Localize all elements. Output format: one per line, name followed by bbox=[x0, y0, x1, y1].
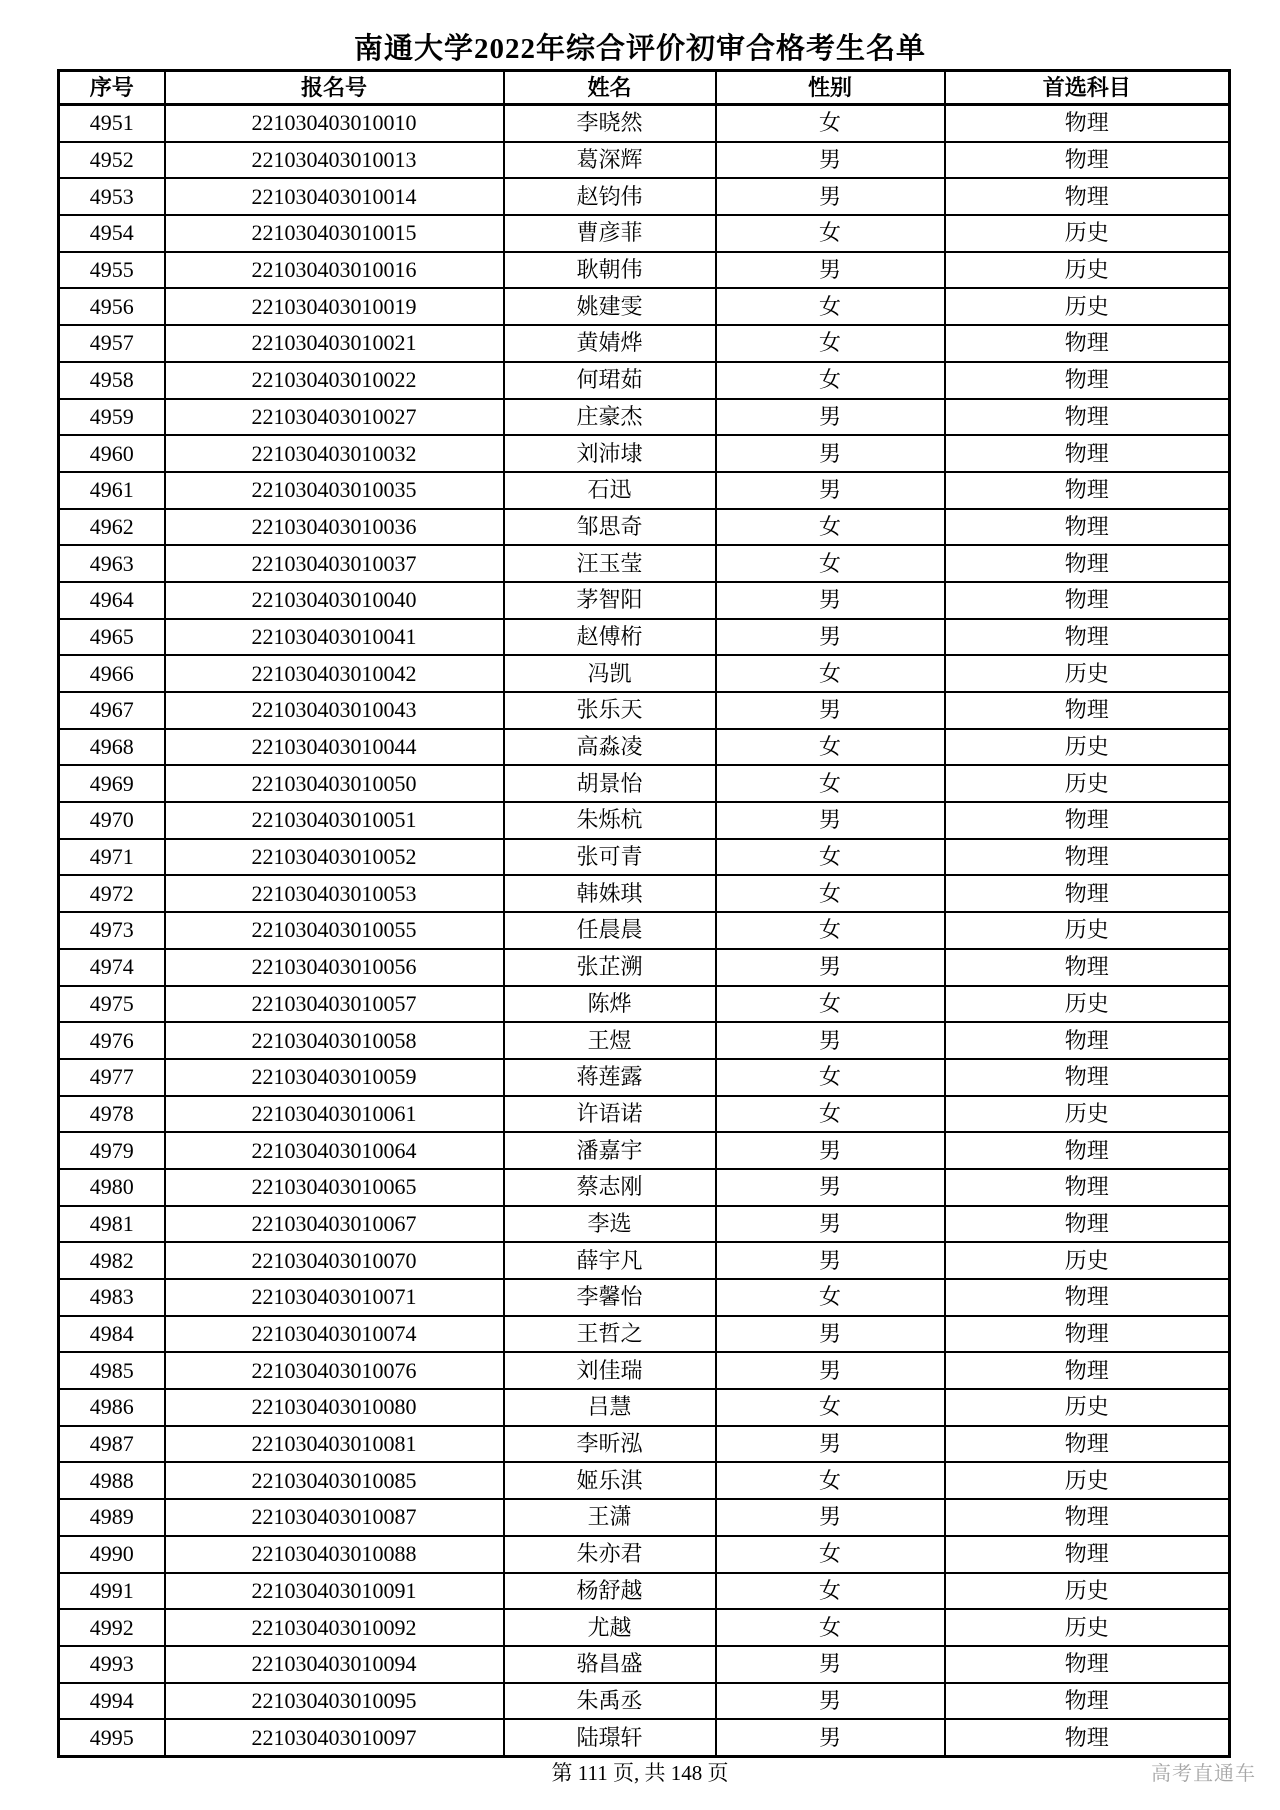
subject-cell: 历史 bbox=[945, 215, 1230, 252]
subject-cell: 物理 bbox=[945, 545, 1230, 582]
table-row bbox=[59, 1096, 1230, 1133]
serial-cell: 4976 bbox=[59, 1022, 165, 1059]
candidate-table bbox=[57, 69, 1231, 1758]
reg-number-cell: 221030403010095 bbox=[165, 1683, 504, 1720]
serial-cell: 4989 bbox=[59, 1499, 165, 1536]
reg-number-cell: 221030403010050 bbox=[165, 765, 504, 802]
gender-cell: 男 bbox=[716, 619, 945, 656]
name-cell: 邹思奇 bbox=[504, 509, 716, 546]
serial-cell: 4960 bbox=[59, 435, 165, 472]
gender-cell: 男 bbox=[716, 802, 945, 839]
subject-cell: 物理 bbox=[945, 325, 1230, 362]
serial-cell: 4954 bbox=[59, 215, 165, 252]
serial-cell: 4983 bbox=[59, 1279, 165, 1316]
gender-cell: 男 bbox=[716, 582, 945, 619]
gender-cell: 女 bbox=[716, 1609, 945, 1646]
serial-cell: 4982 bbox=[59, 1242, 165, 1279]
subject-cell: 历史 bbox=[945, 1096, 1230, 1133]
name-cell: 蒋莲露 bbox=[504, 1059, 716, 1096]
name-cell: 王哲之 bbox=[504, 1316, 716, 1353]
reg-number-cell: 221030403010032 bbox=[165, 435, 504, 472]
name-cell: 刘佳瑞 bbox=[504, 1352, 716, 1389]
reg-number-cell: 221030403010094 bbox=[165, 1646, 504, 1683]
table-row bbox=[59, 509, 1230, 546]
name-cell: 李晓然 bbox=[504, 105, 716, 142]
reg-number-cell: 221030403010010 bbox=[165, 105, 504, 142]
table-row bbox=[59, 655, 1230, 692]
reg-number-cell: 221030403010055 bbox=[165, 912, 504, 949]
name-cell: 刘沛埭 bbox=[504, 435, 716, 472]
subject-cell: 物理 bbox=[945, 1646, 1230, 1683]
gender-cell: 男 bbox=[716, 178, 945, 215]
gender-cell: 女 bbox=[716, 1389, 945, 1426]
subject-cell: 物理 bbox=[945, 1169, 1230, 1206]
name-cell: 姬乐淇 bbox=[504, 1462, 716, 1499]
subject-cell: 历史 bbox=[945, 1242, 1230, 1279]
name-cell: 陆璟轩 bbox=[504, 1719, 716, 1756]
page-number-info: 第 111 页, 共 148 页 bbox=[551, 1761, 729, 1785]
subject-cell: 物理 bbox=[945, 1022, 1230, 1059]
name-cell: 陈烨 bbox=[504, 986, 716, 1023]
serial-cell: 4957 bbox=[59, 325, 165, 362]
table-row bbox=[59, 1206, 1230, 1243]
serial-cell: 4961 bbox=[59, 472, 165, 509]
gender-cell: 女 bbox=[716, 839, 945, 876]
subject-cell: 物理 bbox=[945, 1352, 1230, 1389]
subject-cell: 历史 bbox=[945, 729, 1230, 766]
serial-cell: 4979 bbox=[59, 1132, 165, 1169]
subject-cell: 物理 bbox=[945, 1499, 1230, 1536]
name-cell: 杨舒越 bbox=[504, 1573, 716, 1610]
table-row bbox=[59, 1169, 1230, 1206]
subject-cell: 历史 bbox=[945, 986, 1230, 1023]
table-row bbox=[59, 142, 1230, 179]
serial-cell: 4995 bbox=[59, 1719, 165, 1756]
subject-cell: 物理 bbox=[945, 435, 1230, 472]
gender-cell: 男 bbox=[716, 1719, 945, 1756]
gender-cell: 男 bbox=[716, 142, 945, 179]
subject-cell: 物理 bbox=[945, 399, 1230, 436]
table-row bbox=[59, 1573, 1230, 1610]
gender-cell: 男 bbox=[716, 1169, 945, 1206]
gender-cell: 女 bbox=[716, 545, 945, 582]
reg-number-cell: 221030403010041 bbox=[165, 619, 504, 656]
subject-cell: 物理 bbox=[945, 875, 1230, 912]
gender-cell: 女 bbox=[716, 509, 945, 546]
table-row bbox=[59, 1022, 1230, 1059]
table-row bbox=[59, 802, 1230, 839]
reg-number-cell: 221030403010097 bbox=[165, 1719, 504, 1756]
serial-cell: 4967 bbox=[59, 692, 165, 729]
gender-cell: 女 bbox=[716, 105, 945, 142]
table-row bbox=[59, 1646, 1230, 1683]
serial-cell: 4991 bbox=[59, 1573, 165, 1610]
column-header-name: 姓名 bbox=[504, 71, 716, 105]
gender-cell: 女 bbox=[716, 288, 945, 325]
gender-cell: 男 bbox=[716, 1499, 945, 1536]
reg-number-cell: 221030403010043 bbox=[165, 692, 504, 729]
subject-cell: 物理 bbox=[945, 1279, 1230, 1316]
serial-cell: 4984 bbox=[59, 1316, 165, 1353]
subject-cell: 物理 bbox=[945, 472, 1230, 509]
serial-cell: 4974 bbox=[59, 949, 165, 986]
serial-cell: 4985 bbox=[59, 1352, 165, 1389]
gender-cell: 女 bbox=[716, 325, 945, 362]
watermark-text: 高考直通车 bbox=[1151, 1763, 1256, 1785]
name-cell: 茅智阳 bbox=[504, 582, 716, 619]
name-cell: 朱亦君 bbox=[504, 1536, 716, 1573]
subject-cell: 物理 bbox=[945, 362, 1230, 399]
subject-cell: 历史 bbox=[945, 1462, 1230, 1499]
reg-number-cell: 221030403010019 bbox=[165, 288, 504, 325]
name-cell: 任晨晨 bbox=[504, 912, 716, 949]
table-row bbox=[59, 1389, 1230, 1426]
table-row bbox=[59, 949, 1230, 986]
reg-number-cell: 221030403010051 bbox=[165, 802, 504, 839]
serial-cell: 4956 bbox=[59, 288, 165, 325]
table-row bbox=[59, 1719, 1230, 1756]
table-row bbox=[59, 545, 1230, 582]
subject-cell: 物理 bbox=[945, 1719, 1230, 1756]
serial-cell: 4993 bbox=[59, 1646, 165, 1683]
reg-number-cell: 221030403010015 bbox=[165, 215, 504, 252]
serial-cell: 4959 bbox=[59, 399, 165, 436]
subject-cell: 物理 bbox=[945, 582, 1230, 619]
serial-cell: 4968 bbox=[59, 729, 165, 766]
gender-cell: 女 bbox=[716, 912, 945, 949]
gender-cell: 女 bbox=[716, 1536, 945, 1573]
name-cell: 高淼凌 bbox=[504, 729, 716, 766]
table-row bbox=[59, 1132, 1230, 1169]
subject-cell: 物理 bbox=[945, 1316, 1230, 1353]
subject-cell: 历史 bbox=[945, 288, 1230, 325]
name-cell: 张乐天 bbox=[504, 692, 716, 729]
reg-number-cell: 221030403010014 bbox=[165, 178, 504, 215]
gender-cell: 女 bbox=[716, 1573, 945, 1610]
serial-cell: 4986 bbox=[59, 1389, 165, 1426]
gender-cell: 男 bbox=[716, 1132, 945, 1169]
gender-cell: 女 bbox=[716, 1462, 945, 1499]
serial-cell: 4953 bbox=[59, 178, 165, 215]
table-row bbox=[59, 215, 1230, 252]
name-cell: 王煜 bbox=[504, 1022, 716, 1059]
reg-number-cell: 221030403010080 bbox=[165, 1389, 504, 1426]
reg-number-cell: 221030403010091 bbox=[165, 1573, 504, 1610]
reg-number-cell: 221030403010036 bbox=[165, 509, 504, 546]
subject-cell: 历史 bbox=[945, 1573, 1230, 1610]
serial-cell: 4971 bbox=[59, 839, 165, 876]
name-cell: 薛宇凡 bbox=[504, 1242, 716, 1279]
reg-number-cell: 221030403010064 bbox=[165, 1132, 504, 1169]
name-cell: 胡景怡 bbox=[504, 765, 716, 802]
subject-cell: 物理 bbox=[945, 1059, 1230, 1096]
table-row bbox=[59, 1609, 1230, 1646]
subject-cell: 物理 bbox=[945, 1536, 1230, 1573]
gender-cell: 女 bbox=[716, 362, 945, 399]
name-cell: 何珺茹 bbox=[504, 362, 716, 399]
name-cell: 潘嘉宇 bbox=[504, 1132, 716, 1169]
column-header-serial: 序号 bbox=[59, 71, 165, 105]
subject-cell: 物理 bbox=[945, 1426, 1230, 1463]
name-cell: 许语诺 bbox=[504, 1096, 716, 1133]
gender-cell: 男 bbox=[716, 1022, 945, 1059]
gender-cell: 男 bbox=[716, 399, 945, 436]
table-row bbox=[59, 252, 1230, 289]
table-row bbox=[59, 1462, 1230, 1499]
reg-number-cell: 221030403010022 bbox=[165, 362, 504, 399]
table-row bbox=[59, 986, 1230, 1023]
name-cell: 葛深辉 bbox=[504, 142, 716, 179]
column-header-gender: 性别 bbox=[716, 71, 945, 105]
serial-cell: 4994 bbox=[59, 1683, 165, 1720]
name-cell: 李馨怡 bbox=[504, 1279, 716, 1316]
serial-cell: 4962 bbox=[59, 509, 165, 546]
gender-cell: 男 bbox=[716, 1426, 945, 1463]
gender-cell: 男 bbox=[716, 692, 945, 729]
name-cell: 尤越 bbox=[504, 1609, 716, 1646]
gender-cell: 男 bbox=[716, 1352, 945, 1389]
serial-cell: 4964 bbox=[59, 582, 165, 619]
serial-cell: 4992 bbox=[59, 1609, 165, 1646]
name-cell: 朱禹丞 bbox=[504, 1683, 716, 1720]
reg-number-cell: 221030403010016 bbox=[165, 252, 504, 289]
serial-cell: 4970 bbox=[59, 802, 165, 839]
reg-number-cell: 221030403010070 bbox=[165, 1242, 504, 1279]
serial-cell: 4969 bbox=[59, 765, 165, 802]
reg-number-cell: 221030403010053 bbox=[165, 875, 504, 912]
serial-cell: 4987 bbox=[59, 1426, 165, 1463]
serial-cell: 4955 bbox=[59, 252, 165, 289]
reg-number-cell: 221030403010035 bbox=[165, 472, 504, 509]
name-cell: 吕慧 bbox=[504, 1389, 716, 1426]
table-row bbox=[59, 178, 1230, 215]
gender-cell: 男 bbox=[716, 252, 945, 289]
reg-number-cell: 221030403010058 bbox=[165, 1022, 504, 1059]
gender-cell: 女 bbox=[716, 729, 945, 766]
reg-number-cell: 221030403010076 bbox=[165, 1352, 504, 1389]
name-cell: 韩姝琪 bbox=[504, 875, 716, 912]
table-row bbox=[59, 912, 1230, 949]
name-cell: 赵傅桁 bbox=[504, 619, 716, 656]
name-cell: 李选 bbox=[504, 1206, 716, 1243]
table-row bbox=[59, 399, 1230, 436]
table-row bbox=[59, 362, 1230, 399]
gender-cell: 女 bbox=[716, 1059, 945, 1096]
name-cell: 王潇 bbox=[504, 1499, 716, 1536]
subject-cell: 物理 bbox=[945, 1132, 1230, 1169]
name-cell: 汪玉莹 bbox=[504, 545, 716, 582]
table-row bbox=[59, 1059, 1230, 1096]
serial-cell: 4963 bbox=[59, 545, 165, 582]
table-row bbox=[59, 619, 1230, 656]
name-cell: 赵钧伟 bbox=[504, 178, 716, 215]
table-row bbox=[59, 1242, 1230, 1279]
gender-cell: 男 bbox=[716, 435, 945, 472]
gender-cell: 男 bbox=[716, 949, 945, 986]
reg-number-cell: 221030403010081 bbox=[165, 1426, 504, 1463]
subject-cell: 物理 bbox=[945, 142, 1230, 179]
gender-cell: 男 bbox=[716, 1646, 945, 1683]
gender-cell: 女 bbox=[716, 765, 945, 802]
table-row bbox=[59, 1536, 1230, 1573]
name-cell: 姚建雯 bbox=[504, 288, 716, 325]
name-cell: 蔡志刚 bbox=[504, 1169, 716, 1206]
reg-number-cell: 221030403010021 bbox=[165, 325, 504, 362]
serial-cell: 4972 bbox=[59, 875, 165, 912]
subject-cell: 历史 bbox=[945, 1389, 1230, 1426]
subject-cell: 物理 bbox=[945, 1683, 1230, 1720]
subject-cell: 物理 bbox=[945, 105, 1230, 142]
subject-cell: 物理 bbox=[945, 692, 1230, 729]
subject-cell: 物理 bbox=[945, 178, 1230, 215]
table-row bbox=[59, 1279, 1230, 1316]
reg-number-cell: 221030403010057 bbox=[165, 986, 504, 1023]
name-cell: 朱烁杭 bbox=[504, 802, 716, 839]
serial-cell: 4980 bbox=[59, 1169, 165, 1206]
gender-cell: 女 bbox=[716, 1279, 945, 1316]
gender-cell: 女 bbox=[716, 1096, 945, 1133]
name-cell: 石迅 bbox=[504, 472, 716, 509]
serial-cell: 4973 bbox=[59, 912, 165, 949]
reg-number-cell: 221030403010085 bbox=[165, 1462, 504, 1499]
name-cell: 冯凯 bbox=[504, 655, 716, 692]
serial-cell: 4958 bbox=[59, 362, 165, 399]
serial-cell: 4966 bbox=[59, 655, 165, 692]
reg-number-cell: 221030403010059 bbox=[165, 1059, 504, 1096]
reg-number-cell: 221030403010037 bbox=[165, 545, 504, 582]
subject-cell: 物理 bbox=[945, 1206, 1230, 1243]
serial-cell: 4951 bbox=[59, 105, 165, 142]
name-cell: 张可青 bbox=[504, 839, 716, 876]
table-row bbox=[59, 1683, 1230, 1720]
subject-cell: 历史 bbox=[945, 1609, 1230, 1646]
gender-cell: 男 bbox=[716, 472, 945, 509]
reg-number-cell: 221030403010065 bbox=[165, 1169, 504, 1206]
reg-number-cell: 221030403010092 bbox=[165, 1609, 504, 1646]
reg-number-cell: 221030403010052 bbox=[165, 839, 504, 876]
subject-cell: 物理 bbox=[945, 839, 1230, 876]
name-cell: 骆昌盛 bbox=[504, 1646, 716, 1683]
column-header-regnumber: 报名号 bbox=[165, 71, 504, 105]
name-cell: 耿朝伟 bbox=[504, 252, 716, 289]
reg-number-cell: 221030403010088 bbox=[165, 1536, 504, 1573]
subject-cell: 物理 bbox=[945, 949, 1230, 986]
subject-cell: 历史 bbox=[945, 765, 1230, 802]
table-row bbox=[59, 105, 1230, 142]
name-cell: 李昕泓 bbox=[504, 1426, 716, 1463]
reg-number-cell: 221030403010074 bbox=[165, 1316, 504, 1353]
reg-number-cell: 221030403010027 bbox=[165, 399, 504, 436]
reg-number-cell: 221030403010087 bbox=[165, 1499, 504, 1536]
serial-cell: 4981 bbox=[59, 1206, 165, 1243]
subject-cell: 历史 bbox=[945, 655, 1230, 692]
serial-cell: 4990 bbox=[59, 1536, 165, 1573]
serial-cell: 4977 bbox=[59, 1059, 165, 1096]
table-row bbox=[59, 435, 1230, 472]
table-row bbox=[59, 582, 1230, 619]
gender-cell: 女 bbox=[716, 215, 945, 252]
subject-cell: 历史 bbox=[945, 252, 1230, 289]
reg-number-cell: 221030403010061 bbox=[165, 1096, 504, 1133]
table-row bbox=[59, 325, 1230, 362]
serial-cell: 4952 bbox=[59, 142, 165, 179]
reg-number-cell: 221030403010042 bbox=[165, 655, 504, 692]
name-cell: 张芷溯 bbox=[504, 949, 716, 986]
serial-cell: 4988 bbox=[59, 1462, 165, 1499]
table-row bbox=[59, 1316, 1230, 1353]
reg-number-cell: 221030403010071 bbox=[165, 1279, 504, 1316]
table-row bbox=[59, 288, 1230, 325]
serial-cell: 4978 bbox=[59, 1096, 165, 1133]
reg-number-cell: 221030403010067 bbox=[165, 1206, 504, 1243]
gender-cell: 男 bbox=[716, 1316, 945, 1353]
table-row bbox=[59, 875, 1230, 912]
table-row bbox=[59, 472, 1230, 509]
gender-cell: 女 bbox=[716, 986, 945, 1023]
serial-cell: 4965 bbox=[59, 619, 165, 656]
subject-cell: 物理 bbox=[945, 509, 1230, 546]
subject-cell: 历史 bbox=[945, 912, 1230, 949]
table-row bbox=[59, 765, 1230, 802]
page-title: 南通大学2022年综合评价初审合格考生名单 bbox=[353, 33, 926, 65]
gender-cell: 男 bbox=[716, 1206, 945, 1243]
table-row bbox=[59, 729, 1230, 766]
table-header-row bbox=[59, 71, 1230, 105]
name-cell: 曹彦菲 bbox=[504, 215, 716, 252]
gender-cell: 男 bbox=[716, 1683, 945, 1720]
reg-number-cell: 221030403010056 bbox=[165, 949, 504, 986]
table-row bbox=[59, 839, 1230, 876]
table-row bbox=[59, 1426, 1230, 1463]
gender-cell: 女 bbox=[716, 875, 945, 912]
gender-cell: 男 bbox=[716, 1242, 945, 1279]
serial-cell: 4975 bbox=[59, 986, 165, 1023]
name-cell: 庄豪杰 bbox=[504, 399, 716, 436]
name-cell: 黄婧烨 bbox=[504, 325, 716, 362]
reg-number-cell: 221030403010044 bbox=[165, 729, 504, 766]
subject-cell: 物理 bbox=[945, 619, 1230, 656]
reg-number-cell: 221030403010040 bbox=[165, 582, 504, 619]
subject-cell: 物理 bbox=[945, 802, 1230, 839]
reg-number-cell: 221030403010013 bbox=[165, 142, 504, 179]
column-header-subject: 首选科目 bbox=[945, 71, 1230, 105]
table-row bbox=[59, 1352, 1230, 1389]
gender-cell: 女 bbox=[716, 655, 945, 692]
table-row bbox=[59, 1499, 1230, 1536]
table-row bbox=[59, 692, 1230, 729]
